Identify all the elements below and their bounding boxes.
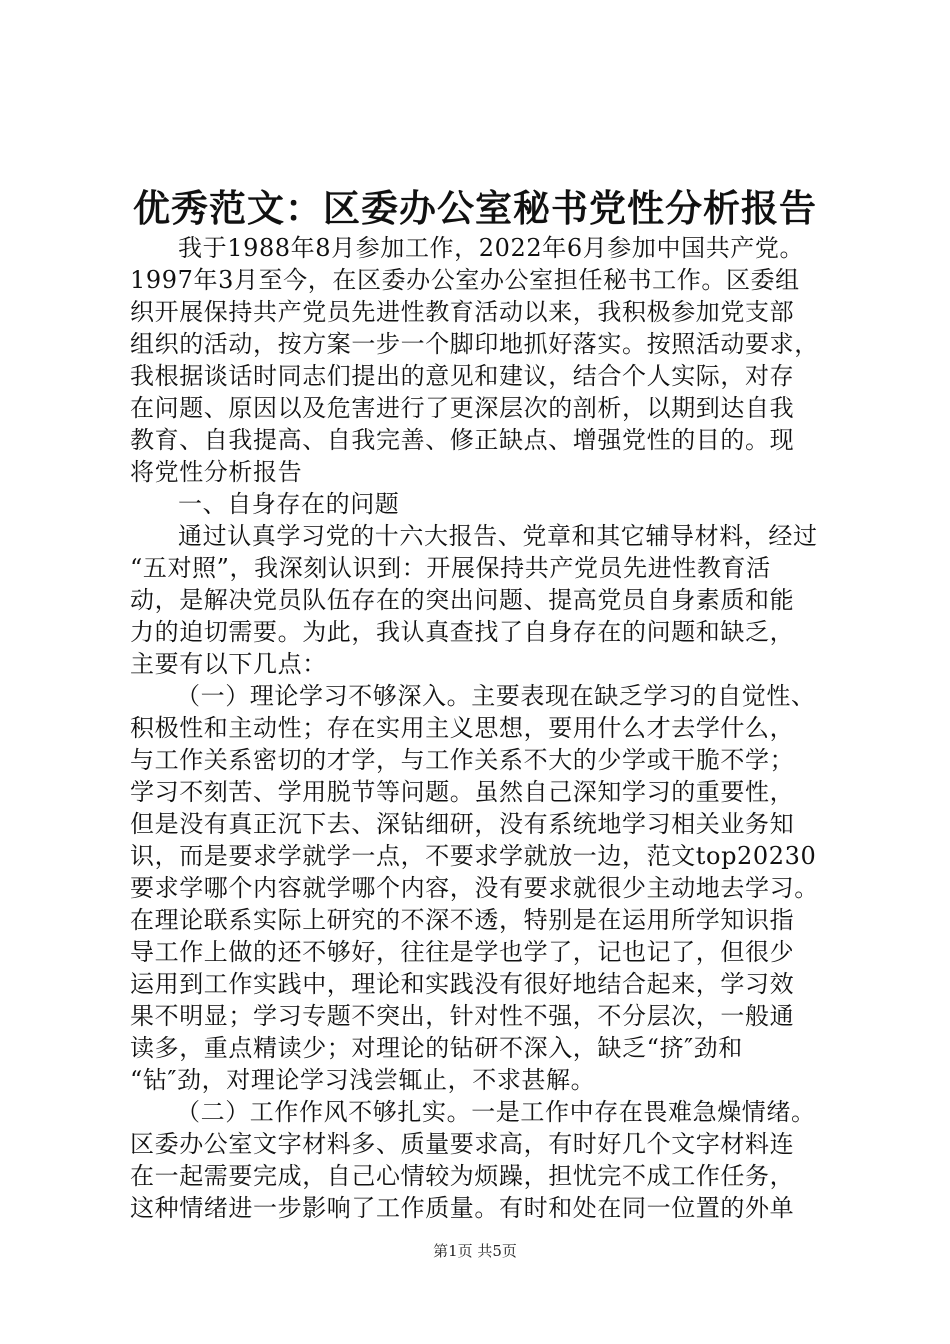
text-line: 果不明显；学习专题不突出，针对性不强，不分层次，一般通 [130,1002,795,1030]
text-line: 要求学哪个内容就学哪个内容，没有要求就很少主动地去学习。 [130,874,819,902]
text-line: 织开展保持共产党员先进性教育活动以来，我积极参加党支部 [130,298,795,326]
section-heading: 一、自身存在的问题 [178,490,400,518]
text-line: 读多，重点精读少；对理论的钻研不深入，缺乏“挤″劲和 [130,1034,743,1062]
text-line: 我于1988年8月参加工作，2022年6月参加中国共产党。 [178,234,805,262]
text-line: 识，而是要求学就学一点，不要求学就放一边，范文top20230 [130,842,817,870]
text-line: 导工作上做的还不够好，往往是学也学了，记也记了，但很少 [130,938,795,966]
document-body [130,232,850,1224]
subsection-line: （二）工作作风不够扎实。一是工作中存在畏难急燥情绪。 [176,1098,816,1126]
document-title: 优秀范文：区委办公室秘书党性分析报告 [133,186,817,230]
text-line: 教育、自我提高、自我完善、修正缺点、增强党性的目的。现 [130,426,795,454]
text-line: “五对照”，我深刻认识到：开展保持共产党员先进性教育活 [130,554,771,582]
text-line: 在问题、原因以及危害进行了更深层次的剖析，以期到达自我 [130,394,795,422]
text-line: 组织的活动，按方案一步一个脚印地抓好落实。按照活动要求， [130,330,819,358]
text-line: 1997年3月至今，在区委办公室办公室担任秘书工作。区委组 [130,266,800,294]
text-line: 与工作关系密切的才学，与工作关系不大的少学或干脆不学； [130,746,795,774]
text-line: 在一起需要完成，自己心情较为烦躁，担忧完不成工作任务， [130,1162,795,1190]
text-line: 在理论联系实际上研究的不深不透，特别是在运用所学知识指 [130,906,795,934]
text-line: 积极性和主动性；存在实用主义思想，要用什么才去学什么， [130,714,795,742]
text-line: 通过认真学习党的十六大报告、党章和其它辅导材料，经过 [178,522,818,550]
subsection-line: （一）理论学习不够深入。主要表现在缺乏学习的自觉性、 [176,682,816,710]
text-line: 运用到工作实践中，理论和实践没有很好地结合起来，学习效 [130,970,795,998]
text-line: 这种情绪进一步影响了工作质量。有时和处在同一位置的外单 [130,1194,795,1222]
text-line: 区委办公室文字材料多、质量要求高，有时好几个文字材料连 [130,1130,795,1158]
text-line: 学习不刻苦、学用脱节等问题。虽然自己深知学习的重要性， [130,778,795,806]
text-line: 动，是解决党员队伍存在的突出问题、提高党员自身素质和能 [130,586,795,614]
text-line: 主要有以下几点： [130,650,327,678]
text-line: “钻″劲，对理论学习浅尝辄止，不求甚解。 [130,1066,596,1094]
text-line: 力的迫切需要。为此，我认真查找了自身存在的问题和缺乏， [130,618,795,646]
page-number-footer: 第1页 共5页 [433,1242,517,1260]
text-line: 但是没有真正沉下去、深钻细研，没有系统地学习相关业务知 [130,810,795,838]
text-line: 将党性分析报告 [130,458,303,486]
text-line: 我根据谈话时同志们提出的意见和建议，结合个人实际，对存 [130,362,795,390]
